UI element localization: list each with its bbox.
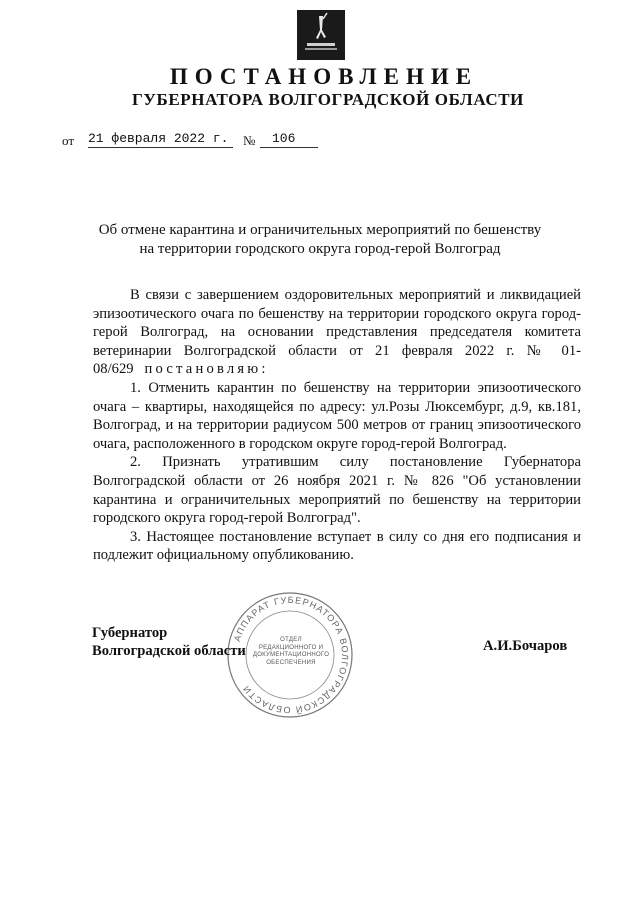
- intro-paragraph: [93, 286, 581, 379]
- stamp-line-3: ДОКУМЕНТАЦИОННОГО: [252, 652, 330, 659]
- item-2: 2. Признать утратившим силу постановление Губернатора Волгоградской области от 26 ноября 2021 г. № 826 "Об установлении карантина и ограничительных мероприятий по бешенству на территории городского округа город-герой Волгоград".: [93, 454, 581, 527]
- document-title: ПОСТАНОВЛЕНИЕ: [169, 64, 479, 89]
- heading-line-1: Об отмене карантина и ограничительных мероприятий по бешенству: [98, 222, 542, 238]
- number-label: №: [243, 133, 256, 148]
- stamp-center-text: [248, 637, 334, 667]
- intro-text: В связи с завершением оздоровительных мероприятий и ликвидацией эпизоотического очага по бешенству на территории городского округа город-герой Волгоград, на основании представления председателя комитета ветеринарии Волгоградской области от 21 февраля 2022 г. № 01-08/629: [93, 287, 581, 378]
- stamp-line-2: РЕДАКЦИОННОГО И: [258, 644, 324, 651]
- stamp-ring-text: АППАРАТ ГУБЕРНАТОРА ВОЛГОГРАДСКОЙ ОБЛАСТИ: [231, 594, 351, 716]
- stamp-line-4: ОБЕСПЕЧЕНИЯ: [266, 659, 316, 666]
- from-label: от: [62, 133, 75, 148]
- heading-line-2: на территории городского округа город-герой Волгоград: [139, 241, 501, 257]
- document-date: 21 февраля 2022 г.: [88, 131, 233, 148]
- decree-word: постановляю:: [144, 361, 269, 378]
- position-line-1: Губернатор: [92, 625, 168, 641]
- document-body: [93, 286, 581, 565]
- signatory-name: А.И.Бочаров: [483, 638, 568, 654]
- item-3: 3. Настоящее постановление вступает в силу со дня его подписания и подлежит официальному опубликованию.: [93, 528, 581, 564]
- document-subtitle: ГУБЕРНАТОРА ВОЛГОГРАДСКОЙ ОБЛАСТИ: [132, 90, 524, 109]
- item-1: 1. Отменить карантин по бешенству на территории эпизоотического очага – квартиры, находящейся по адресу: ул.Розы Люксембург, д.9, кв.181, Волгоград, и на территории радиусом 500 метров от границ эпизоотического очага, расположенного в городском округе город-герой Волгоград.: [93, 379, 581, 452]
- document-heading: [60, 221, 580, 259]
- document-number: 106: [260, 131, 318, 148]
- position-line-2: Волгоградской области: [92, 643, 246, 659]
- stamp-line-1: ОТДЕЛ: [280, 637, 302, 643]
- signatory-position: [92, 624, 246, 660]
- volgograd-emblem-icon: [297, 10, 345, 60]
